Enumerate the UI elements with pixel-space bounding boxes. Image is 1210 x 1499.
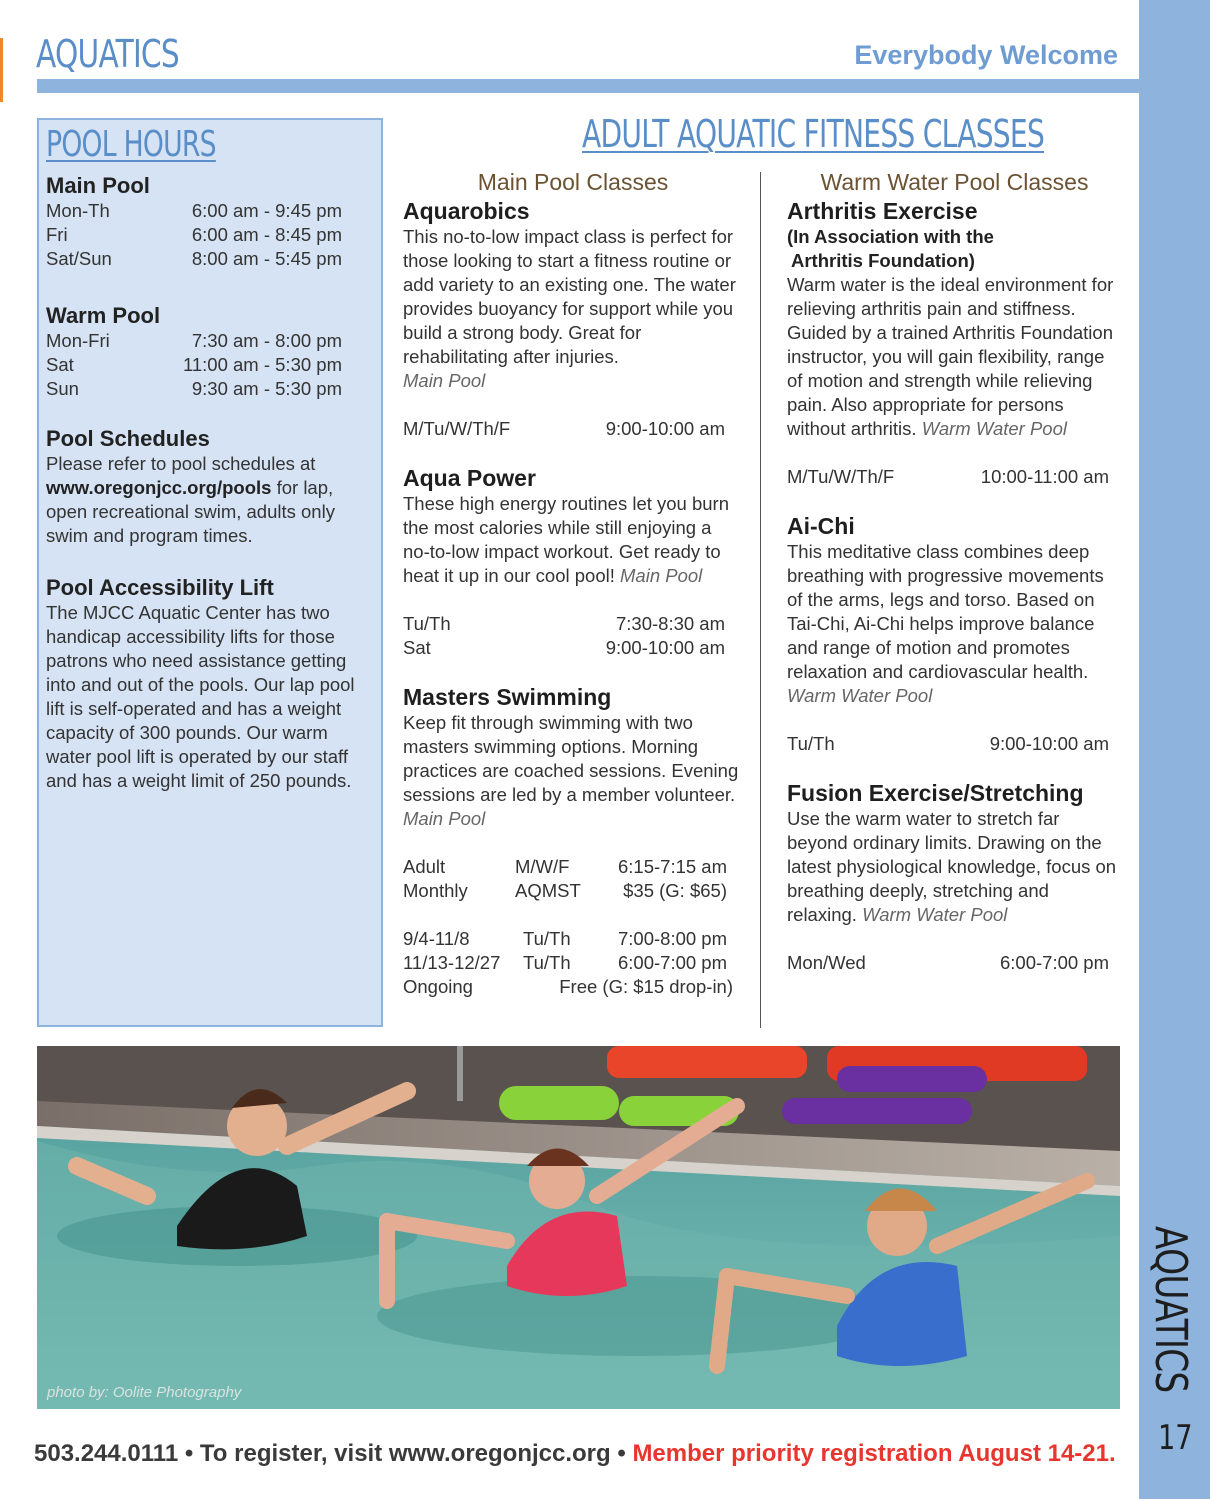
arthritis-sub: (In Association with the <box>787 226 994 247</box>
schedule-row: Sat 9:00-10:00 am <box>403 637 725 658</box>
schedule-row: 9/4-11/8 Tu/Th 7:00-8:00 pm <box>403 928 727 949</box>
hours-row: Mon-Fri 7:30 am - 8:00 pm <box>46 330 342 351</box>
aichi-location: Warm Water Pool <box>787 685 933 706</box>
arthritis-title: Arthritis Exercise <box>787 198 978 224</box>
aquarobics-title: Aquarobics <box>403 198 530 224</box>
aquarobics-location: Main Pool <box>403 370 486 391</box>
aqua-power-title: Aqua Power <box>403 465 536 491</box>
schedule-row: Ongoing Free (G: $15 drop-in) <box>403 976 733 997</box>
aqua-power-desc: These high energy routines let you burn the most calories while still enjoying a no-to-low impact workout. Get ready to heat it up in our cool pool! Main Pool <box>403 493 730 586</box>
schedule-row: 11/13-12/27 Tu/Th 6:00-7:00 pm <box>403 952 727 973</box>
pools-link[interactable]: www.oregonjcc.org/pools <box>46 477 272 498</box>
schedule-row: Monthly AQMST $35 (G: $65) <box>403 880 727 901</box>
side-section-label: AQUATICS <box>1145 1226 1196 1393</box>
main-pool-heading: Main Pool <box>46 173 150 198</box>
accent-tick <box>0 38 3 102</box>
priority-notice: Member priority registration August 14-21. <box>632 1440 1116 1467</box>
arthritis-sub: Arthritis Foundation) <box>791 250 975 271</box>
pool-schedules-text: Please refer to pool schedules at www.oregonjcc.org/pools for lap, open recreational swim, adults only swim and program times. <box>46 453 335 546</box>
hours-row: Mon-Th 6:00 am - 9:45 pm <box>46 200 342 221</box>
schedule-row: Adult M/W/F 6:15-7:15 am <box>403 856 727 877</box>
page-title: AQUATICS <box>36 32 179 76</box>
phone-number[interactable]: 503.244.0111 <box>34 1440 179 1467</box>
hours-row: Fri 6:00 am - 8:45 pm <box>46 224 342 245</box>
schedule-row: M/Tu/W/Th/F 10:00-11:00 am <box>787 466 1109 487</box>
warm-pool-heading: Warm Pool <box>46 303 161 328</box>
pool-schedules <box>46 426 368 548</box>
main-pool-column <box>403 169 743 999</box>
hours-row: Sat 11:00 am - 5:30 pm <box>46 354 342 375</box>
register-link[interactable]: To register, visit www.oregonjcc.org <box>199 1440 611 1467</box>
fitness-title: ADULT AQUATIC FITNESS CLASSES <box>582 112 1045 156</box>
hours-row: Sun 9:30 am - 5:30 pm <box>46 378 342 399</box>
fusion-title: Fusion Exercise/Stretching <box>787 780 1084 806</box>
pool-hours-title: POOL HOURS <box>46 124 216 165</box>
schedule-row: Mon/Wed 6:00-7:00 pm <box>787 952 1109 973</box>
pool-photo <box>37 1046 1120 1409</box>
schedule-row: Tu/Th 7:30-8:30 am <box>403 613 725 634</box>
aichi-title: Ai-Chi <box>787 513 855 539</box>
pool-scene-illustration <box>37 1046 1120 1409</box>
warm-pool-hours <box>46 303 342 401</box>
schedule-row: M/Tu/W/Th/F 9:00-10:00 am <box>403 418 725 439</box>
arthritis-desc: Warm water is the ideal environment for relieving arthritis pain and stiffness. Guided by a trained Arthritis Foundation instructor, you will gain flexibility, range of motion and strength while relieving pain. Also appropriate for persons without arthritis. Warm Water Pool <box>787 274 1114 439</box>
warm-pool-column <box>787 169 1122 975</box>
warm-col-heading: Warm Water Pool Classes <box>820 169 1089 195</box>
header-rule <box>37 79 1139 93</box>
masters-fees <box>403 855 743 903</box>
page-number: 17 <box>1158 1418 1193 1458</box>
aquarobics-desc: This no-to-low impact class is perfect for those looking to start a fitness routine or add variety to an existing one. The water provides buoyancy for support while you build a strong body. Great for rehabilitating after injuries. <box>403 226 736 367</box>
masters-title: Masters Swimming <box>403 684 612 710</box>
main-col-heading: Main Pool Classes <box>477 169 669 195</box>
bullet-separator: • <box>617 1440 626 1467</box>
photo-credit: photo by: Oolite Photography <box>47 1384 242 1401</box>
masters-sessions <box>403 927 743 999</box>
aichi-desc: This meditative class combines deep breathing with progressive movements of the arms, legs and torso. Based on Tai-Chi, Ai-Chi helps improve balance and range of motion and promotes relaxation and cardiovascular health. <box>787 541 1104 682</box>
hours-row: Sat/Sun 8:00 am - 5:45 pm <box>46 248 342 269</box>
pool-schedules-heading: Pool Schedules <box>46 426 210 451</box>
bullet-separator: • <box>184 1440 194 1467</box>
main-pool-hours <box>46 173 342 271</box>
lift-text: The MJCC Aquatic Center has two handicap accessibility lifts for those patrons who need assistance getting into and out of the pools. Our lap pool lift is self-operated and has a weight capacity of 300 pounds. Our warm water pool lift is operated by our staff and has a weight limit of 250 pounds. <box>46 602 355 791</box>
tagline: Everybody Welcome <box>854 40 1118 70</box>
accessibility-lift <box>46 575 368 793</box>
masters-desc: Keep fit through swimming with two masters swimming options. Morning practices are coached sessions. Evening sessions are led by a member volunteer. Main Pool <box>403 712 739 829</box>
lift-heading: Pool Accessibility Lift <box>46 575 274 600</box>
footer-bar <box>34 1440 1116 1468</box>
schedule-row: Tu/Th 9:00-10:00 am <box>787 733 1109 754</box>
fusion-desc: Use the warm water to stretch far beyond ordinary limits. Drawing on the latest physiological knowledge, focus on breathing deeply, stretching and relaxing. Warm Water Pool <box>787 808 1117 925</box>
column-divider <box>760 172 761 1028</box>
